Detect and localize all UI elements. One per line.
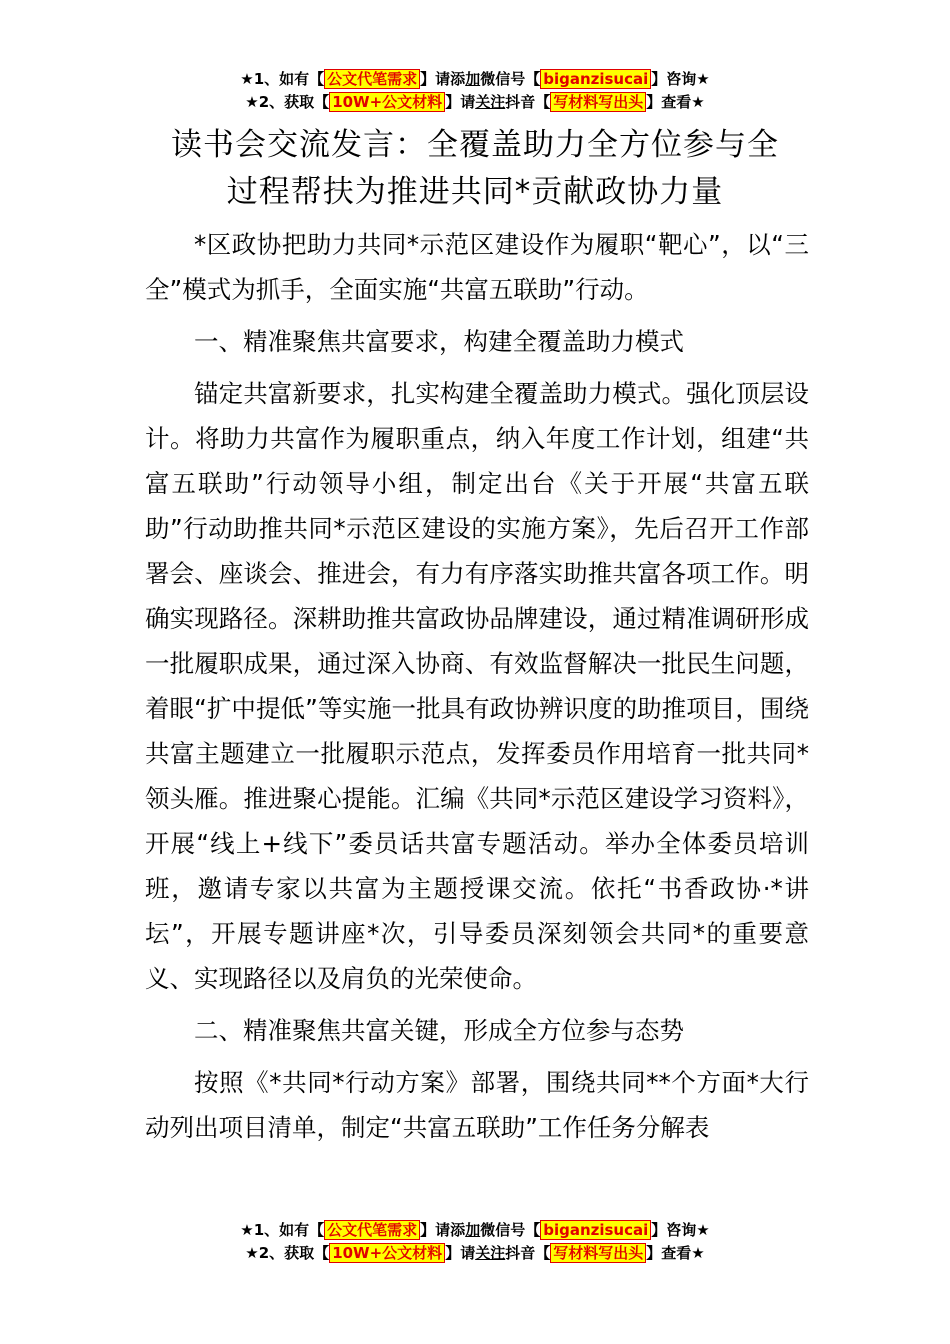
banner-text: ★1、如有【 (240, 70, 325, 88)
banner-highlight: 10W+公文材料 (329, 92, 445, 112)
banner-text: 抖音【 (505, 93, 551, 111)
banner-text: 】咨询★ (651, 70, 710, 88)
banner-highlight: 写材料写出头 (550, 1243, 646, 1263)
banner-text: 】查看★ (646, 93, 705, 111)
banner-text: 】请添 (420, 70, 466, 88)
banner-text: 微信号【 (480, 1221, 541, 1239)
banner-text: 微信号【 (480, 70, 541, 88)
body-paragraph: 按照《*共同*行动方案》部署，围绕共同**个方面*大行动列出项目清单，制定“共富五联助”工作任务分解表 (145, 1068, 809, 1142)
body-paragraph: 锚定共富新要求，扎实构建全覆盖助力模式。强化顶层设计。将助力共富作为履职重点，纳入年度工作计划，组建“共富五联助”行动领导小组，制定出台《关于开展“共富五联助”行动助推共同*示范区建设的实施方案》，先后召开工作部署会、座谈会、推进会，有力有序落实助推共富各项工作。明确实现路径。深耕助推共富政协品牌建设，通过精准调研形成一批履职成果，通过深入协商、有效监督解决一批民生问题，着眼“扩中提低”等实施一批具有政协辨识度的助推项目，围绕共富主题建立一批履职示范点，发挥委员作用培育一批共同*领头雁。推进聚心提能。汇编《共同*示范区建设学习资料》，开展“线上+线下”委员话共富专题活动。举办全体委员培训班，邀请专家以共富为主题授课交流。依托“书香政协·*讲坛”，开展专题讲座*次，引导委员深刻领会共同*的重要意义、实现路径以及肩负的光荣使命。 (145, 379, 809, 993)
banner-highlight: 写材料写出头 (550, 92, 646, 112)
banner-line-2 (0, 91, 950, 114)
banner-text: 】请 (445, 93, 476, 111)
bottom-banner (0, 1219, 950, 1265)
banner-highlight: biganzisucai (540, 1220, 651, 1240)
banner-text: 】请添 (420, 1221, 466, 1239)
banner-text: ★2、获取【 (245, 93, 330, 111)
banner-highlight: 10W+公文材料 (329, 1243, 445, 1263)
banner-line-1 (0, 1219, 950, 1242)
banner-highlight: 公文代笔需求 (324, 1220, 420, 1240)
banner-text: 】咨询★ (651, 1221, 710, 1239)
banner-highlight: biganzisucai (540, 69, 651, 89)
banner-emphasis: 关注 (475, 93, 506, 111)
banner-text: 】请 (445, 1244, 476, 1262)
banner-emphasis: 加 (465, 1221, 481, 1239)
banner-emphasis: 加 (465, 70, 481, 88)
banner-highlight: 公文代笔需求 (324, 69, 420, 89)
title-line-1: 读书会交流发言：全覆盖助力全方位参与全 (171, 127, 779, 163)
banner-text: ★2、获取【 (245, 1244, 330, 1262)
section-heading: 二、精准聚焦共富关键，形成全方位参与态势 (194, 1016, 684, 1045)
banner-line-2 (0, 1242, 950, 1265)
document-title (145, 122, 805, 216)
banner-text: 】查看★ (646, 1244, 705, 1262)
banner-emphasis: 关注 (475, 1244, 506, 1262)
body-paragraph: *区政协把助力共同*示范区建设作为履职“靶心”，以“三全”模式为抓手，全面实施“共富五联助”行动。 (145, 230, 809, 304)
banner-line-1 (0, 68, 950, 91)
banner-text: ★1、如有【 (240, 1221, 325, 1239)
title-line-2: 过程帮扶为推进共同*贡献政协力量 (226, 174, 724, 210)
section-heading: 一、精准聚焦共富要求，构建全覆盖助力模式 (194, 327, 684, 356)
banner-text: 抖音【 (505, 1244, 551, 1262)
top-banner (0, 68, 950, 114)
document-body (145, 222, 809, 1150)
